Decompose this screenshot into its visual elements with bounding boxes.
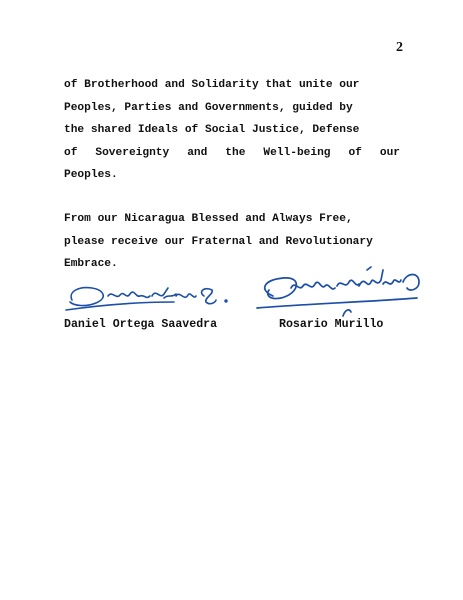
farewell-paragraph	[64, 208, 400, 276]
paragraph-line: of Brotherhood and Solidarity that unite our	[64, 79, 360, 91]
paragraph-line: Embrace.	[64, 258, 118, 271]
paragraph-line: From our Nicaragua Blessed and Always Free,	[64, 213, 353, 225]
paragraph-line: of Sovereignty and the Well-being of our	[64, 146, 400, 159]
paragraph-line: the shared Ideals of Social Justice, Defense	[64, 124, 360, 137]
page-number: 2	[396, 40, 403, 55]
paragraph-line: please receive our Fraternal and Revolutionary	[64, 235, 373, 248]
signatory-name-murillo: Rosario Murillo	[279, 318, 384, 331]
ortega-signature	[64, 276, 244, 316]
signatory-name-ortega: Daniel Ortega Saavedra	[64, 318, 218, 331]
paragraph-line: Peoples.	[64, 169, 118, 182]
closing-paragraph	[64, 74, 400, 187]
paragraph-line: Peoples, Parties and Governments, guided by	[64, 101, 353, 114]
